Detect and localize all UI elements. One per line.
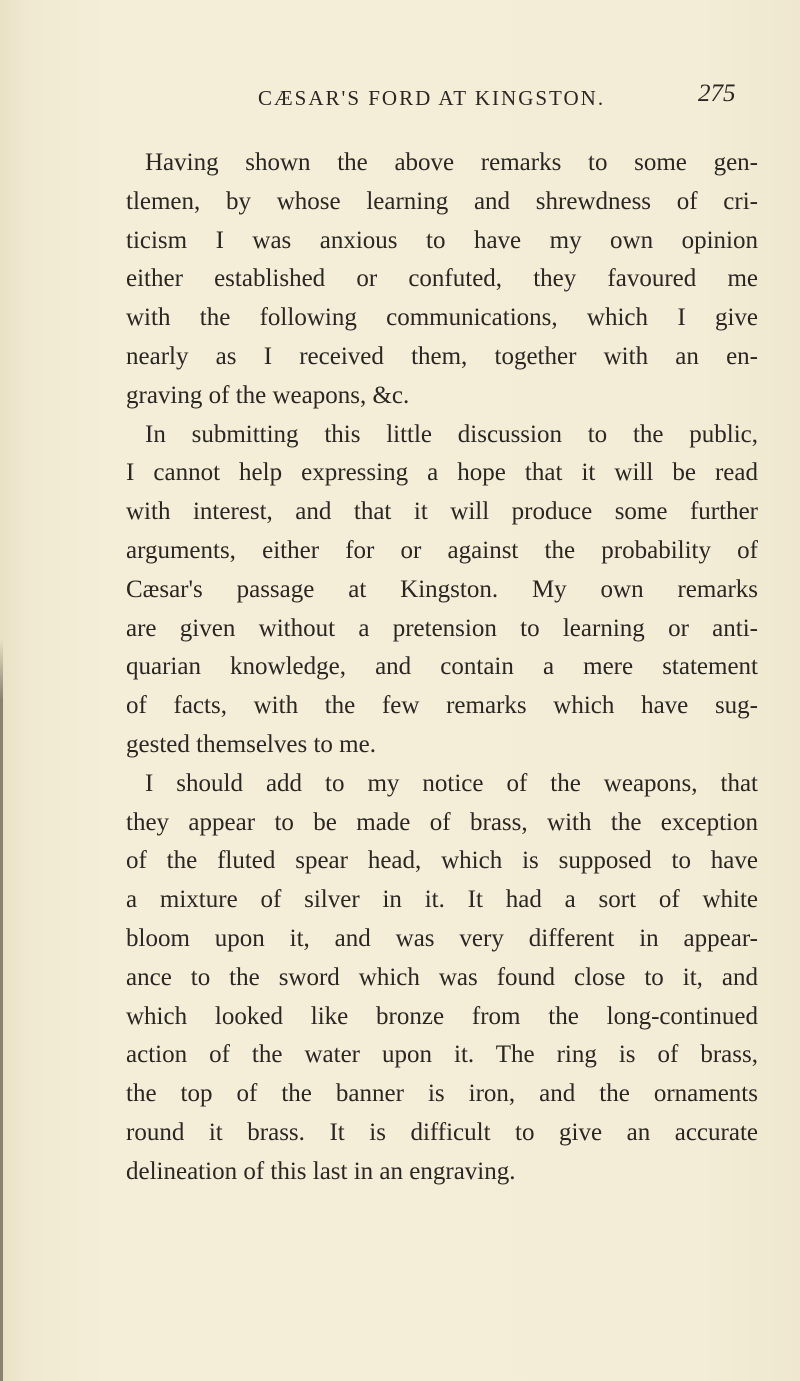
- running-head: CÆSAR'S FORD AT KINGSTON.: [258, 86, 606, 110]
- page-number: 275: [698, 80, 736, 107]
- text-line: Having shown the above remarks to some gen-: [145, 149, 758, 176]
- text-line: round it brass. It is difficult to give an accurate: [126, 1118, 758, 1146]
- text-line: Cæsar's passage at Kingston. My own remarks: [126, 575, 758, 603]
- page-gutter-edge: [0, 640, 3, 1381]
- text-line: of facts, with the few remarks which have sug-: [126, 692, 758, 720]
- text-line: are given without a pretension to learning or anti-: [126, 614, 758, 642]
- page-header: [0, 80, 800, 120]
- text-line: with the following communications, which I give: [126, 304, 758, 332]
- text-line: I cannot help expressing a hope that it will be read: [126, 459, 758, 487]
- text-line: bloom upon it, and was very different in appear-: [126, 924, 758, 952]
- body-text: [126, 144, 758, 1192]
- text-line: action of the water upon it. The ring is of brass,: [126, 1041, 758, 1069]
- text-line: tlemen, by whose learning and shrewdness of cri-: [126, 187, 758, 215]
- text-line: the top of the banner is iron, and the ornaments: [126, 1080, 758, 1108]
- text-line: gested themselves to me.: [126, 730, 376, 758]
- text-line: In submitting this little discussion to the public,: [145, 420, 758, 448]
- paragraph-2: [126, 416, 758, 765]
- text-line: either established or confuted, they favoured me: [126, 265, 758, 293]
- text-line: graving of the weapons, &c.: [126, 381, 410, 409]
- text-line: ticism I was anxious to have my own opinion: [126, 226, 758, 254]
- text-line: arguments, either for or against the probability of: [126, 536, 758, 564]
- text-line: they appear to be made of brass, with the exception: [126, 808, 758, 836]
- text-line: delineation of this last in an engraving.: [126, 1157, 516, 1185]
- text-line: I should add to my notice of the weapons, that: [145, 769, 758, 797]
- paragraph-3: [126, 765, 758, 1192]
- paragraph-1: [126, 144, 758, 416]
- text-line: quarian knowledge, and contain a mere statement: [126, 653, 758, 681]
- text-line: nearly as I received them, together with an en-: [126, 342, 758, 370]
- text-line: with interest, and that it will produce some further: [126, 498, 758, 526]
- text-line: of the fluted spear head, which is supposed to have: [126, 847, 758, 875]
- text-line: which looked like bronze from the long-continued: [126, 1002, 758, 1030]
- text-line: ance to the sword which was found close to it, and: [126, 963, 758, 991]
- text-line: a mixture of silver in it. It had a sort of white: [126, 886, 758, 914]
